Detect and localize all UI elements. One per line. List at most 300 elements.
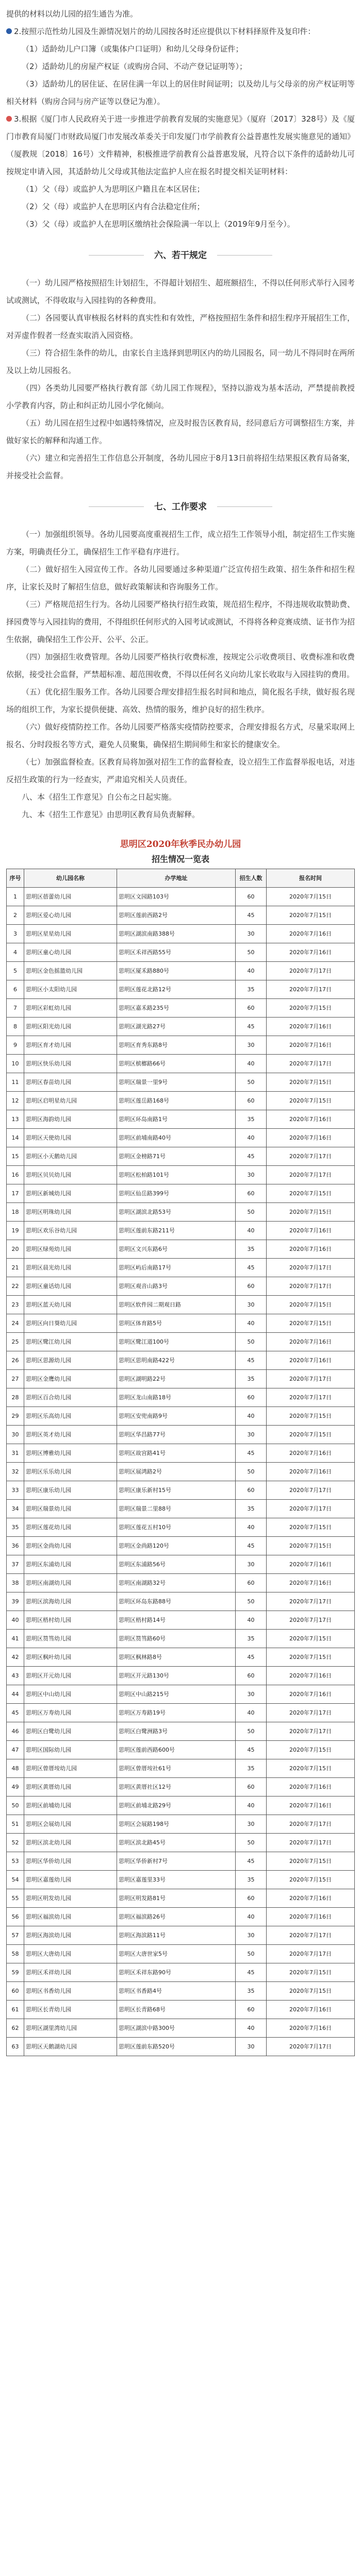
row-index: 20 [7,1240,24,1259]
enrollment-count: 30 [236,1555,267,1574]
kindergarten-name: 思明区启明星幼儿园 [24,1092,117,1110]
enrollment-count: 60 [236,2001,267,2019]
registration-date: 2020年7月16日 [267,1240,355,1259]
enrollment-count: 35 [236,1240,267,1259]
enrollment-count: 35 [236,1500,267,1518]
kindergarten-name: 思明区欢乐谷幼儿园 [24,1222,117,1240]
row-index: 53 [7,1852,24,1871]
registration-date: 2020年7月16日 [267,1574,355,1592]
registration-date: 2020年7月17日 [267,1592,355,1611]
enrollment-count: 40 [236,1704,267,1722]
row-index: 57 [7,1926,24,1945]
kindergarten-name: 思明区滨北幼儿园 [24,1834,117,1852]
registration-date: 2020年7月15日 [267,1871,355,1889]
table-body [7,888,355,2056]
table-row [7,1592,355,1611]
row-index: 9 [7,1036,24,1055]
row-index: 40 [7,1611,24,1630]
enrollment-count: 50 [236,1073,267,1092]
registration-date: 2020年7月15日 [267,1407,355,1426]
registration-date: 2020年7月17日 [267,1277,355,1296]
row-index: 10 [7,1055,24,1073]
kindergarten-name: 思明区嘉莲幼儿园 [24,1871,117,1889]
registration-date: 2020年7月16日 [267,1018,355,1036]
enrollment-count: 60 [236,1778,267,1797]
kindergarten-address: 思明区龙山南路18号 [117,1388,236,1407]
registration-date: 2020年7月15日 [267,1314,355,1333]
row-index: 24 [7,1314,24,1333]
table-row [7,999,355,1018]
table-row [7,1296,355,1314]
kindergarten-name: 思明区彩虹幼儿园 [24,999,117,1018]
row-index: 14 [7,1129,24,1147]
row-index: 7 [7,999,24,1018]
condition-3 [6,110,355,180]
registration-date: 2020年7月15日 [267,1537,355,1555]
table-row [7,1055,355,1073]
kindergarten-address: 思明区曾厝垵社61号 [117,1759,236,1778]
enrollment-count: 40 [236,1908,267,1926]
table-title: 思明区2020年秋季民办幼儿园 [120,839,241,850]
registration-date: 2020年7月15日 [267,1852,355,1871]
section-7-paragraph: （一）加强组织领导。各幼儿园要高度重视招生工作，成立招生工作领导小组，制定招生工作实施方案，明确责任分工，确保招生工作平稳有序进行。 [6,530,355,556]
kindergarten-name: 思明区绿苑幼儿园 [24,1240,117,1259]
kindergarten-address: 思明区仙岳路399号 [117,1184,236,1203]
condition-2-item: （3）适龄幼儿的居住证、在居住满一年以上的居住时间证明；以及幼儿与父母亲的房产权证明等相关材料（购房合同与房产证等以登记为准）。 [6,79,355,106]
enrollment-count: 30 [236,1426,267,1444]
header-cell: 幼儿园名称 [24,869,117,888]
row-index: 59 [7,1963,24,1982]
section-7-paragraph: （二）做好招生入园宣传工作。各幼儿园要通过多种渠道广泛宣传招生政策、招生条件和招生程序，让家长及时了解招生信息，做好政策解读和咨询服务工作。 [6,565,355,591]
kindergarten-name: 思明区南湖幼儿园 [24,1574,117,1592]
enrollment-count: 35 [236,1871,267,1889]
kindergarten-address: 思明区华侨新村7号 [117,1852,236,1871]
registration-date: 2020年7月17日 [267,962,355,980]
kindergarten-address: 思明区湖光路27号 [117,1018,236,1036]
kindergarten-name: 思明区黄厝幼儿园 [24,1778,117,1797]
row-index: 15 [7,1147,24,1166]
section-7-paragraph: （六）做好疫情防控工作。各幼儿园要严格落实疫情防控要求，合理安排报名方式，尽量采取网上报名、分时段报名等方式，避免人员聚集，确保招生期间师生和家长的健康安全。 [6,722,355,749]
registration-date: 2020年7月15日 [267,1759,355,1778]
registration-date: 2020年7月15日 [267,906,355,925]
intro-paragraph: 提供的材料以幼儿园的招生通告为准。 [6,9,138,19]
registration-date: 2020年7月17日 [267,1388,355,1407]
kindergarten-address: 思明区书香路4号 [117,1982,236,2001]
row-index: 36 [7,1537,24,1555]
condition-2 [6,23,355,40]
enrollment-count: 60 [236,1092,267,1110]
kindergarten-name: 思明区瑞景幼儿园 [24,1500,117,1518]
registration-date: 2020年7月16日 [267,1778,355,1797]
kindergarten-address: 思明区湖滨北路53号 [117,1203,236,1222]
section-7-paragraph: （七）加强监督检查。区教育局将加强对招生工作的监督检查，设立招生工作监督举报电话，对违反招生政策的行为一经查实，严肃追究相关人员责任。 [6,757,355,784]
row-index: 35 [7,1518,24,1537]
kindergarten-address: 思明区莲花北路12号 [117,980,236,999]
blue-bullet-icon [6,28,12,34]
enrollment-count: 35 [236,1982,267,2001]
kindergarten-name: 思明区长青幼儿园 [24,2001,117,2019]
kindergarten-address: 思明区观音山路3号 [117,1277,236,1296]
table-row [7,1778,355,1797]
registration-date: 2020年7月16日 [267,1555,355,1574]
section-7-heading [6,498,355,516]
table-row [7,1481,355,1500]
registration-date: 2020年7月16日 [267,1222,355,1240]
row-index: 17 [7,1184,24,1203]
kindergarten-name: 思明区白鹭幼儿园 [24,1722,117,1741]
table-header-row [7,869,355,888]
table-row [7,1259,355,1277]
enrollment-count: 35 [236,1370,267,1388]
registration-date: 2020年7月17日 [267,1147,355,1166]
enrollment-count: 45 [236,1648,267,1667]
registration-date: 2020年7月16日 [267,1351,355,1370]
kindergarten-address: 思明区厦禾路880号 [117,962,236,980]
enrollment-count: 40 [236,1055,267,1073]
registration-date: 2020年7月15日 [267,1092,355,1110]
registration-date: 2020年7月17日 [267,1834,355,1852]
row-index: 31 [7,1444,24,1463]
kindergarten-name: 思明区中山幼儿园 [24,1685,117,1704]
kindergarten-address: 思明区金榜路71号 [117,1147,236,1166]
enrollment-count: 40 [236,2019,267,2038]
enrollment-count: 40 [236,1611,267,1630]
row-index: 27 [7,1370,24,1388]
kindergarten-address: 思明区长青路68号 [117,2001,236,2019]
kindergarten-name: 思明区童心幼儿园 [24,943,117,962]
kindergarten-name: 思明区福滨幼儿园 [24,1908,117,1926]
table-row [7,1314,355,1333]
registration-date: 2020年7月16日 [267,2001,355,2019]
enrollment-count: 30 [236,1036,267,1055]
registration-date: 2020年7月15日 [267,999,355,1018]
section-7-paragraph: （五）优化招生服务工作。各幼儿园要合理安排招生报名时间和地点，简化报名手续，做好报名现场的组织工作，为家长提供便捷、高效、热情的服务，维护良好的招生秩序。 [6,687,355,714]
kindergarten-address: 思明区软件园二期观日路 [117,1296,236,1314]
kindergarten-name: 思明区金鹰幼儿园 [24,1370,117,1388]
registration-date: 2020年7月17日 [267,1166,355,1184]
kindergarten-name: 思明区筼筜幼儿园 [24,1630,117,1648]
table-row [7,1759,355,1778]
row-index: 54 [7,1871,24,1889]
registration-date: 2020年7月17日 [267,1815,355,1834]
registration-date: 2020年7月17日 [267,980,355,999]
table-row [7,1370,355,1388]
enrollment-count: 35 [236,1630,267,1648]
table-row [7,1333,355,1351]
table-row [7,2038,355,2056]
table-row [7,1834,355,1852]
red-bullet-icon [6,116,12,122]
kindergarten-address: 思明区环岛东路88号 [117,1592,236,1611]
registration-date: 2020年7月16日 [267,1129,355,1147]
table-row [7,1574,355,1592]
enrollment-count: 40 [236,1407,267,1426]
kindergarten-name: 思明区爱心幼儿园 [24,906,117,925]
kindergarten-name: 思明区蓓蕾幼儿园 [24,888,117,906]
kindergarten-name: 思明区天使幼儿园 [24,1129,117,1147]
kindergarten-address: 思明区育秀东路8号 [117,1036,236,1055]
row-index: 30 [7,1426,24,1444]
kindergarten-name: 思明区博雅幼儿园 [24,1444,117,1463]
condition-3-text: 3.根据《厦门市人民政府关于进一步推进学前教育发展的实施意见》（厦府〔2017〕328号）及《厦门市教育局厦门市财政局厦门市发展改革委关于印发厦门市学前教育公益普惠性发展实施意见的通知》（厦教规〔2018〕16号）文件精神，积极推进学前教育公益普惠发展，凡符合以下条件的适龄幼儿可按规定申请入园，其适龄幼儿父母或其他法定监护人应在报名时提交相关证明材料： [6,114,355,176]
table-row [7,1852,355,1871]
kindergarten-address: 思明区禾祥西路55号 [117,943,236,962]
registration-date: 2020年7月15日 [267,1073,355,1092]
row-index: 12 [7,1092,24,1110]
table-row [7,1926,355,1945]
kindergarten-address: 思明区福滨路26号 [117,1908,236,1926]
kindergarten-name: 思明区晨光幼儿园 [24,1259,117,1277]
registration-date: 2020年7月16日 [267,1333,355,1351]
kindergarten-address: 思明区嘉莲里33号 [117,1871,236,1889]
kindergarten-address: 思明区莲岳路168号 [117,1092,236,1110]
kindergarten-address: 思明区湖滨中路300号 [117,2019,236,2038]
header-cell: 序号 [7,869,24,888]
table-row [7,943,355,962]
row-index: 50 [7,1797,24,1815]
kindergarten-address: 思明区体育路5号 [117,1314,236,1333]
registration-date: 2020年7月15日 [267,888,355,906]
registration-date: 2020年7月16日 [267,1110,355,1129]
enrollment-count: 30 [236,1166,267,1184]
row-index: 39 [7,1592,24,1611]
section-6-title: 六、若干规定 [144,246,217,265]
enrollment-count: 40 [236,1314,267,1333]
kindergarten-address: 思明区枫林路8号 [117,1648,236,1667]
enrollment-count: 45 [236,1537,267,1555]
table-row [7,2019,355,2038]
registration-date: 2020年7月15日 [267,1982,355,2001]
kindergarten-address: 思明区槟榔路66号 [117,1055,236,1073]
row-index: 22 [7,1277,24,1296]
registration-date: 2020年7月15日 [267,1203,355,1222]
kindergarten-name: 思明区贝贝幼儿园 [24,1166,117,1184]
kindergarten-address: 思明区华昌路77号 [117,1426,236,1444]
kindergarten-address: 思明区莲前东路211号 [117,1222,236,1240]
table-row [7,1184,355,1203]
row-index: 13 [7,1110,24,1129]
kindergarten-address: 思明区安兜南路9号 [117,1407,236,1426]
registration-date: 2020年7月16日 [267,1036,355,1055]
registration-date: 2020年7月17日 [267,1370,355,1388]
registration-date: 2020年7月16日 [267,943,355,962]
kindergarten-address: 思明区筼筜路60号 [117,1630,236,1648]
table-row [7,1963,355,1982]
table-row [7,1704,355,1722]
row-index: 32 [7,1463,24,1481]
kindergarten-address: 思明区中山路215号 [117,1685,236,1704]
table-row [7,1982,355,2001]
kindergarten-address: 思明区瑞景二里88号 [117,1500,236,1518]
registration-date: 2020年7月17日 [267,1704,355,1722]
enrollment-count: 60 [236,1889,267,1908]
registration-date: 2020年7月16日 [267,1685,355,1704]
section-6-paragraph: （四）各类幼儿园要严格执行教育部《幼儿园工作规程》，坚持以游戏为基本活动，严禁提前教授小学教育内容，防止和纠正幼儿园小学化倾向。 [6,383,355,410]
row-index: 45 [7,1704,24,1722]
kindergarten-name: 思明区英才幼儿园 [24,1426,117,1444]
kindergarten-address: 思明区莲前西路600号 [117,1741,236,1759]
enrollment-count: 50 [236,1333,267,1351]
kindergarten-address: 思明区开元路130号 [117,1667,236,1685]
table-row [7,980,355,999]
kindergarten-name: 思明区百合幼儿园 [24,1388,117,1407]
kindergarten-address: 思明区鹭江道100号 [117,1333,236,1351]
table-row [7,1351,355,1370]
row-index: 18 [7,1203,24,1222]
row-index: 43 [7,1667,24,1685]
enrollment-count: 60 [236,1184,267,1203]
kindergarten-name: 思明区思源幼儿园 [24,1351,117,1370]
row-index: 28 [7,1388,24,1407]
kindergarten-name: 思明区大唐幼儿园 [24,1945,117,1963]
enrollment-count: 45 [236,1963,267,1982]
registration-date: 2020年7月17日 [267,1722,355,1741]
row-index: 38 [7,1574,24,1592]
section-6-paragraph: （二）各园要认真审核报名材料的真实性和有效性，严格按照招生条件和招生程序开展招生工作，对弄虚作假者一经查实取消入园资格。 [6,313,355,340]
table-row [7,1444,355,1463]
kindergarten-name: 思明区禾祥幼儿园 [24,1963,117,1982]
table-row [7,1240,355,1259]
enrollment-count: 60 [236,1574,267,1592]
table-row [7,1722,355,1741]
kindergarten-name: 思明区童话幼儿园 [24,1277,117,1296]
table-row [7,1555,355,1574]
table-row [7,1073,355,1092]
enrollment-count: 40 [236,962,267,980]
closing-line: 九、本《招生工作意见》由思明区教育局负责解释。 [22,810,200,819]
enrollment-table [6,869,355,2056]
section-7-paragraph: （三）严格规范招生行为。各幼儿园要严格执行招生政策，规范招生程序，不得违规收取赞助费、择园费等与入园挂钩的费用，不得组织任何形式的入园考试或测试，不得将各种竞赛成绩、证书作为招生依据，确保招生工作公开、公平、公正。 [6,600,355,644]
enrollment-count: 45 [236,1741,267,1759]
kindergarten-address: 思明区瑞景一里9号 [117,1073,236,1092]
section-6-paragraph: （六）建立和完善招生工作信息公开制度，各幼儿园应于8月13日前将招生结果报区教育局备案，并接受社会监督。 [6,453,355,480]
kindergarten-name: 思明区天鹅湖幼儿园 [24,2038,117,2056]
kindergarten-name: 思明区快乐幼儿园 [24,1055,117,1073]
row-index: 37 [7,1555,24,1574]
kindergarten-name: 思明区梧村幼儿园 [24,1611,117,1630]
row-index: 56 [7,1908,24,1926]
enrollment-count: 60 [236,1388,267,1407]
row-index: 2 [7,906,24,925]
table-row [7,1797,355,1815]
kindergarten-address: 思明区屿后南路17号 [117,1259,236,1277]
kindergarten-address: 思明区前埔北路29号 [117,1797,236,1815]
kindergarten-name: 思明区东浦幼儿园 [24,1555,117,1574]
row-index: 21 [7,1259,24,1277]
row-index: 46 [7,1722,24,1741]
registration-date: 2020年7月15日 [267,1296,355,1314]
table-row [7,1036,355,1055]
row-index: 44 [7,1685,24,1704]
enrollment-count: 30 [236,925,267,943]
registration-date: 2020年7月15日 [267,1963,355,1982]
table-row [7,1203,355,1222]
row-index: 41 [7,1630,24,1648]
enrollment-count: 30 [236,1685,267,1704]
enrollment-count: 50 [236,1592,267,1611]
row-index: 16 [7,1166,24,1184]
section-6-heading [6,246,355,265]
kindergarten-address: 思明区白鹭洲路3号 [117,1722,236,1741]
row-index: 29 [7,1407,24,1426]
table-row [7,1908,355,1926]
kindergarten-name: 思明区明发幼儿园 [24,1889,117,1908]
registration-date: 2020年7月17日 [267,1926,355,1945]
registration-date: 2020年7月16日 [267,1797,355,1815]
kindergarten-name: 思明区乐高幼儿园 [24,1407,117,1426]
table-row [7,1815,355,1834]
kindergarten-name: 思明区海滨幼儿园 [24,1926,117,1945]
row-index: 5 [7,962,24,980]
registration-date: 2020年7月15日 [267,1741,355,1759]
row-index: 8 [7,1018,24,1036]
kindergarten-name: 思明区枫叶幼儿园 [24,1648,117,1667]
kindergarten-address: 思明区环岛南路1号 [117,1110,236,1129]
registration-date: 2020年7月15日 [267,1518,355,1537]
kindergarten-name: 思明区金尚幼儿园 [24,1537,117,1555]
kindergarten-address: 思明区黄厝社区12号 [117,1778,236,1797]
row-index: 19 [7,1222,24,1240]
kindergarten-name: 思明区向日葵幼儿园 [24,1314,117,1333]
row-index: 25 [7,1333,24,1351]
enrollment-count: 50 [236,1463,267,1481]
header-cell: 招生人数 [236,869,267,888]
kindergarten-address: 思明区文园路103号 [117,888,236,906]
enrollment-count: 30 [236,1815,267,1834]
header-cell: 办学地址 [117,869,236,888]
enrollment-count: 30 [236,1296,267,1314]
registration-date: 2020年7月17日 [267,1481,355,1500]
kindergarten-address: 思明区滨北路45号 [117,1834,236,1852]
kindergarten-name: 思明区滨海幼儿园 [24,1592,117,1611]
row-index: 6 [7,980,24,999]
closing-line: 八、本《招生工作意见》自公布之日起实施。 [22,792,177,802]
table-row [7,1500,355,1518]
table-row [7,1611,355,1630]
kindergarten-name: 思明区海韵幼儿园 [24,1110,117,1129]
table-row [7,1277,355,1296]
kindergarten-name: 思明区国际幼儿园 [24,1741,117,1759]
registration-date: 2020年7月15日 [267,1184,355,1203]
enrollment-count: 40 [236,1518,267,1537]
kindergarten-address: 思明区展鸿路2号 [117,1463,236,1481]
row-index: 1 [7,888,24,906]
kindergarten-address: 思明区海滨路11号 [117,1926,236,1945]
header-cell: 报名时间 [267,869,355,888]
kindergarten-name: 思明区星星幼儿园 [24,925,117,943]
registration-date: 2020年7月17日 [267,1611,355,1630]
row-index: 58 [7,1945,24,1963]
enrollment-count: 40 [236,1129,267,1147]
section-6-paragraph: （五）幼儿园在招生过程中如遇特殊情况，应及时报告区教育局，经同意后方可调整招生方案，并做好家长的解释和沟通工作。 [6,418,355,445]
enrollment-count: 60 [236,1277,267,1296]
row-index: 23 [7,1296,24,1314]
condition-2-item: （1）适龄幼儿户口簿（或集体户口证明）和幼儿父母身份证件； [22,44,243,54]
registration-date: 2020年7月15日 [267,1630,355,1648]
enrollment-count: 45 [236,1444,267,1463]
table-row [7,1741,355,1759]
kindergarten-name: 思明区鹭江幼儿园 [24,1333,117,1351]
kindergarten-name: 思明区前埔幼儿园 [24,1797,117,1815]
condition-2-text: 2.按照示范性幼儿园及生源情况划片的幼儿园按各时还应提供以下材料择原件及复印件： [14,27,316,36]
kindergarten-address: 思明区松柏路101号 [117,1166,236,1184]
kindergarten-name: 思明区新城幼儿园 [24,1184,117,1203]
kindergarten-address: 思明区东浦路56号 [117,1555,236,1574]
kindergarten-name: 思明区小太阳幼儿园 [24,980,117,999]
row-index: 60 [7,1982,24,2001]
table-row [7,1667,355,1685]
table-row [7,1407,355,1426]
